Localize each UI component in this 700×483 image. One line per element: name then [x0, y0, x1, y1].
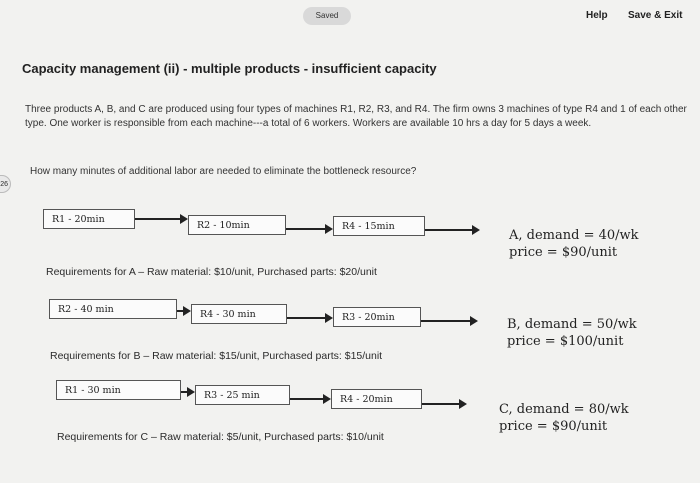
flow-arrow [181, 387, 195, 397]
flow-arrow [177, 306, 191, 316]
process-step-box: R4 - 20min [331, 389, 422, 409]
process-step-box: R4 - 30 min [191, 304, 287, 324]
save-and-exit-button[interactable]: Save & Exit [628, 10, 683, 21]
top-bar [0, 0, 700, 34]
demand-text: B, demand = 50/wk [507, 317, 637, 332]
price-text: price = $90/unit [509, 245, 618, 260]
flow-arrow [422, 399, 467, 409]
price-text: price = $90/unit [499, 419, 608, 434]
price-text: price = $100/unit [507, 334, 624, 349]
saved-status-badge: Saved [303, 7, 351, 25]
question-number-tab[interactable]: 26 [0, 175, 11, 193]
question-text: How many minutes of additional labor are needed to eliminate the bottleneck resource? [30, 166, 417, 177]
flow-arrow [421, 316, 478, 326]
flow-arrow [287, 313, 333, 323]
flow-arrow [135, 214, 188, 224]
demand-text: C, demand = 80/wk [499, 402, 629, 417]
flow-arrow [286, 224, 333, 234]
requirements-text: Requirements for A – Raw material: $10/unit, Purchased parts: $20/unit [46, 266, 377, 278]
flow-arrow [290, 394, 331, 404]
requirements-text: Requirements for C – Raw material: $5/unit, Purchased parts: $10/unit [57, 431, 384, 443]
problem-description: Three products A, B, and C are produced using four types of machines R1, R2, R3, and R4. The firm owns 3 machines of type R4 and 1 of each other type. One worker is responsible from each machine---a total of 6 workers. Workers are available 10 hrs a day for 5 days a week. [25, 104, 687, 129]
process-step-box: R3 - 25 min [195, 385, 290, 405]
help-button[interactable]: Help [586, 10, 608, 21]
demand-text: A, demand = 40/wk [509, 228, 639, 243]
process-step-box: R1 - 30 min [56, 380, 181, 400]
process-step-box: R2 - 10min [188, 215, 286, 235]
process-step-box: R1 - 20min [43, 209, 135, 229]
flow-arrow [425, 225, 480, 235]
process-step-box: R2 - 40 min [49, 299, 177, 319]
page-title: Capacity management (ii) - multiple products - insufficient capacity [22, 61, 437, 76]
process-step-box: R4 - 15min [333, 216, 425, 236]
requirements-text: Requirements for B – Raw material: $15/unit, Purchased parts: $15/unit [50, 350, 383, 362]
process-step-box: R3 - 20min [333, 307, 421, 327]
